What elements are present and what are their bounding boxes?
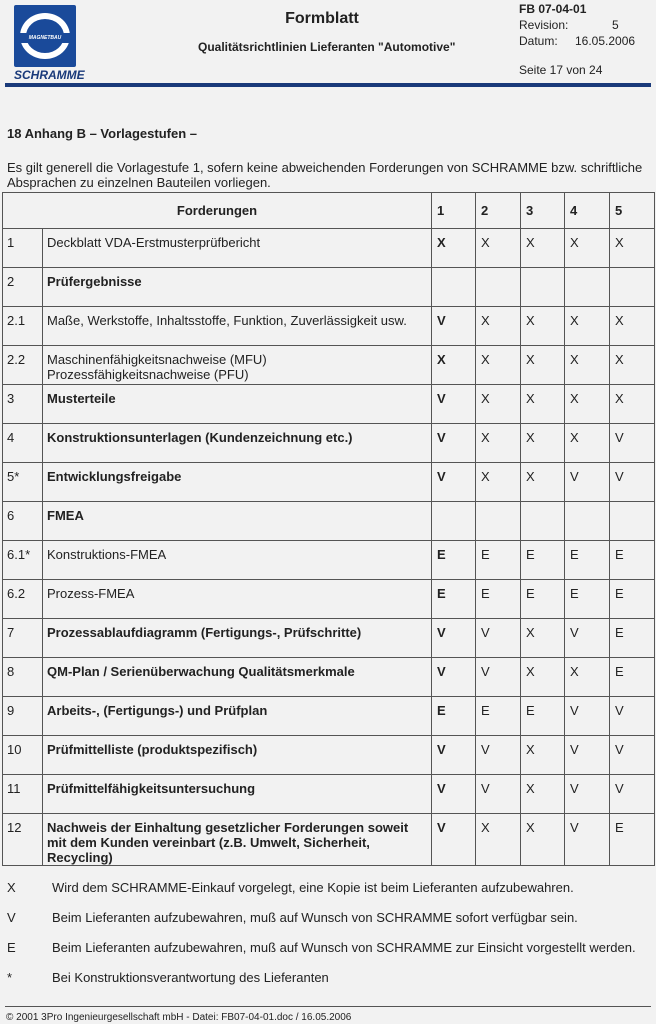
- table-row: [3, 736, 655, 775]
- level-1-value: V: [432, 307, 476, 346]
- level-2-value: E: [476, 697, 521, 736]
- level-1-value: E: [432, 580, 476, 619]
- level-5-value: X: [610, 385, 655, 424]
- level-3-value: X: [521, 229, 565, 268]
- level-2-value: V: [476, 658, 521, 697]
- requirement: Entwicklungsfreigabe: [43, 463, 432, 502]
- table-row: [3, 502, 655, 541]
- level-4-value: X: [565, 229, 610, 268]
- table-row: [3, 307, 655, 346]
- level-5-value: E: [610, 541, 655, 580]
- level-2-value: [476, 502, 521, 541]
- level-5-value: V: [610, 463, 655, 502]
- level-4-value: V: [565, 814, 610, 866]
- table-row: [3, 463, 655, 502]
- page-number: Seite 17 von 24: [519, 63, 603, 77]
- level-5-value: E: [610, 814, 655, 866]
- level-2-value: V: [476, 619, 521, 658]
- row-number: 10: [3, 736, 43, 775]
- date-value: 16.05.2006: [575, 34, 636, 48]
- requirement: QM-Plan / Serienüberwachung Qualitätsmerkmale: [43, 658, 432, 697]
- footer-divider: [5, 1006, 651, 1007]
- table-row: [3, 541, 655, 580]
- form-title-text: Formblatt: [285, 10, 359, 27]
- level-2-value: V: [476, 736, 521, 775]
- table-header: [3, 193, 655, 229]
- legend-item: [7, 910, 578, 925]
- section-heading: 18 Anhang B – Vorlagestufen –: [7, 126, 197, 141]
- level-3-value: X: [521, 814, 565, 866]
- level-3-value: X: [521, 619, 565, 658]
- level-5-value: E: [610, 658, 655, 697]
- requirement: Arbeits-, (Fertigungs-) und Prüfplan: [43, 697, 432, 736]
- table-row: [3, 697, 655, 736]
- level-1-value: V: [432, 619, 476, 658]
- legend-key: *: [7, 970, 13, 985]
- row-number: 2.1: [3, 307, 43, 346]
- revision-value: 5: [612, 18, 619, 32]
- doc-id: FB 07-04-01: [519, 2, 587, 16]
- level-2-value: X: [476, 814, 521, 866]
- level-3-value: X: [521, 385, 565, 424]
- table-row: [3, 775, 655, 814]
- row-number: 4: [3, 424, 43, 463]
- table-row: [3, 424, 655, 463]
- legend-key: X: [7, 880, 16, 895]
- level-2-value: X: [476, 229, 521, 268]
- level-2-value: X: [476, 424, 521, 463]
- row-number: 5*: [3, 463, 43, 502]
- level-5-value: [610, 502, 655, 541]
- legend-text: Bei Konstruktionsverantwortung des Lieferanten: [52, 970, 329, 985]
- table-row: [3, 268, 655, 307]
- header-level-5: 5: [610, 193, 655, 229]
- logo-text: MAGNETBAU: [14, 33, 76, 43]
- level-1-value: E: [432, 697, 476, 736]
- table-row: [3, 580, 655, 619]
- level-5-value: V: [610, 424, 655, 463]
- level-3-value: X: [521, 658, 565, 697]
- level-3-value: E: [521, 541, 565, 580]
- level-4-value: X: [565, 385, 610, 424]
- level-5-value: V: [610, 697, 655, 736]
- row-number: 8: [3, 658, 43, 697]
- requirement: Maße, Werkstoffe, Inhaltsstoffe, Funktion, Zuverlässigkeit usw.: [43, 307, 432, 346]
- level-5-value: V: [610, 736, 655, 775]
- table-row: [3, 658, 655, 697]
- level-5-value: E: [610, 580, 655, 619]
- level-1-value: V: [432, 736, 476, 775]
- requirement: Konstruktions-FMEA: [43, 541, 432, 580]
- level-4-value: [565, 268, 610, 307]
- level-1-value: V: [432, 814, 476, 866]
- level-5-value: X: [610, 229, 655, 268]
- level-5-value: V: [610, 775, 655, 814]
- revision-label: Revision:: [519, 18, 569, 32]
- level-4-value: X: [565, 307, 610, 346]
- table-row: [3, 229, 655, 268]
- table-row: [3, 385, 655, 424]
- level-3-value: [521, 268, 565, 307]
- row-number: 7: [3, 619, 43, 658]
- row-number: 1: [3, 229, 43, 268]
- header-level-4: 4: [565, 193, 610, 229]
- legend-key: E: [7, 940, 16, 955]
- level-2-value: X: [476, 385, 521, 424]
- intro-text: Es gilt generell die Vorlagestufe 1, sofern keine abweichenden Forderungen von SCHRAMME bzw. schriftliche Absprachen zu einzelnen Bauteilen vorliegen.: [7, 160, 643, 190]
- requirements-table: [2, 192, 655, 866]
- row-number: 9: [3, 697, 43, 736]
- level-3-value: X: [521, 736, 565, 775]
- level-1-value: V: [432, 775, 476, 814]
- level-2-value: [476, 268, 521, 307]
- level-4-value: V: [565, 463, 610, 502]
- level-1-value: V: [432, 385, 476, 424]
- level-4-value: V: [565, 619, 610, 658]
- form-subtitle: Qualitätsrichtlinien Lieferanten "Automotive": [198, 40, 456, 54]
- date-label: Datum:: [519, 34, 558, 48]
- header-level-3: 3: [521, 193, 565, 229]
- level-2-value: X: [476, 346, 521, 385]
- level-4-value: E: [565, 541, 610, 580]
- level-3-value: X: [521, 775, 565, 814]
- row-number: 12: [3, 814, 43, 866]
- level-3-value: E: [521, 580, 565, 619]
- level-1-value: V: [432, 424, 476, 463]
- legend-item: [7, 970, 329, 985]
- level-4-value: [565, 502, 610, 541]
- row-number: 6.1*: [3, 541, 43, 580]
- header-level-2: 2: [476, 193, 521, 229]
- level-1-value: X: [432, 229, 476, 268]
- level-1-value: V: [432, 658, 476, 697]
- level-4-value: X: [565, 424, 610, 463]
- row-number: 6.2: [3, 580, 43, 619]
- level-2-value: E: [476, 580, 521, 619]
- brand-name: SCHRAMME: [14, 68, 85, 82]
- requirement: Prüfmittelliste (produktspezifisch): [43, 736, 432, 775]
- requirement: FMEA: [43, 502, 432, 541]
- level-2-value: E: [476, 541, 521, 580]
- legend-text: Wird dem SCHRAMME-Einkauf vorgelegt, eine Kopie ist beim Lieferanten aufzubewahren.: [52, 880, 574, 895]
- table-row: [3, 619, 655, 658]
- level-4-value: E: [565, 580, 610, 619]
- requirement: Prüfmittelfähigkeitsuntersuchung: [43, 775, 432, 814]
- level-1-value: X: [432, 346, 476, 385]
- level-1-value: E: [432, 541, 476, 580]
- header-level-1: 1: [432, 193, 476, 229]
- level-4-value: X: [565, 346, 610, 385]
- requirement: Prozess-FMEA: [43, 580, 432, 619]
- level-1-value: [432, 268, 476, 307]
- requirement: Konstruktionsunterlagen (Kundenzeichnung etc.): [43, 424, 432, 463]
- row-number: 2: [3, 268, 43, 307]
- level-3-value: X: [521, 424, 565, 463]
- level-4-value: V: [565, 775, 610, 814]
- level-5-value: X: [610, 307, 655, 346]
- level-2-value: X: [476, 307, 521, 346]
- level-2-value: V: [476, 775, 521, 814]
- level-5-value: [610, 268, 655, 307]
- level-4-value: V: [565, 697, 610, 736]
- requirement: Nachweis der Einhaltung gesetzlicher Forderungen soweit mit dem Kunden vereinbart (z.B. Umwelt, Sicherheit, Recycling): [43, 814, 432, 866]
- requirement: Prüfergebnisse: [43, 268, 432, 307]
- level-3-value: X: [521, 307, 565, 346]
- level-3-value: E: [521, 697, 565, 736]
- level-1-value: [432, 502, 476, 541]
- level-3-value: X: [521, 346, 565, 385]
- legend-key: V: [7, 910, 16, 925]
- legend-text: Beim Lieferanten aufzubewahren, muß auf Wunsch von SCHRAMME sofort verfügbar sein.: [52, 910, 578, 925]
- level-1-value: V: [432, 463, 476, 502]
- legend-item: [7, 880, 574, 895]
- table-row: [3, 346, 655, 385]
- row-number: 11: [3, 775, 43, 814]
- header-divider: [5, 83, 651, 87]
- legend-item: [7, 940, 636, 955]
- level-2-value: X: [476, 463, 521, 502]
- table-row: [3, 814, 655, 866]
- requirement: Prozessablaufdiagramm (Fertigungs-, Prüfschritte): [43, 619, 432, 658]
- level-4-value: X: [565, 658, 610, 697]
- level-4-value: V: [565, 736, 610, 775]
- level-5-value: E: [610, 619, 655, 658]
- level-3-value: [521, 502, 565, 541]
- header-requirements: Forderungen: [3, 193, 432, 229]
- level-5-value: X: [610, 346, 655, 385]
- requirement: Musterteile: [43, 385, 432, 424]
- legend-text: Beim Lieferanten aufzubewahren, muß auf Wunsch von SCHRAMME zur Einsicht vorgestellt werden.: [52, 940, 636, 955]
- row-number: 3: [3, 385, 43, 424]
- row-number: 2.2: [3, 346, 43, 385]
- footer-text: © 2001 3Pro Ingenieurgesellschaft mbH - Datei: FB07-04-01.doc / 16.05.2006: [6, 1012, 352, 1023]
- row-number: 6: [3, 502, 43, 541]
- requirement: Deckblatt VDA-Erstmusterprüfbericht: [43, 229, 432, 268]
- requirement: Maschinenfähigkeitsnachweise (MFU) Prozessfähigkeitsnachweise (PFU): [43, 346, 432, 385]
- level-3-value: X: [521, 463, 565, 502]
